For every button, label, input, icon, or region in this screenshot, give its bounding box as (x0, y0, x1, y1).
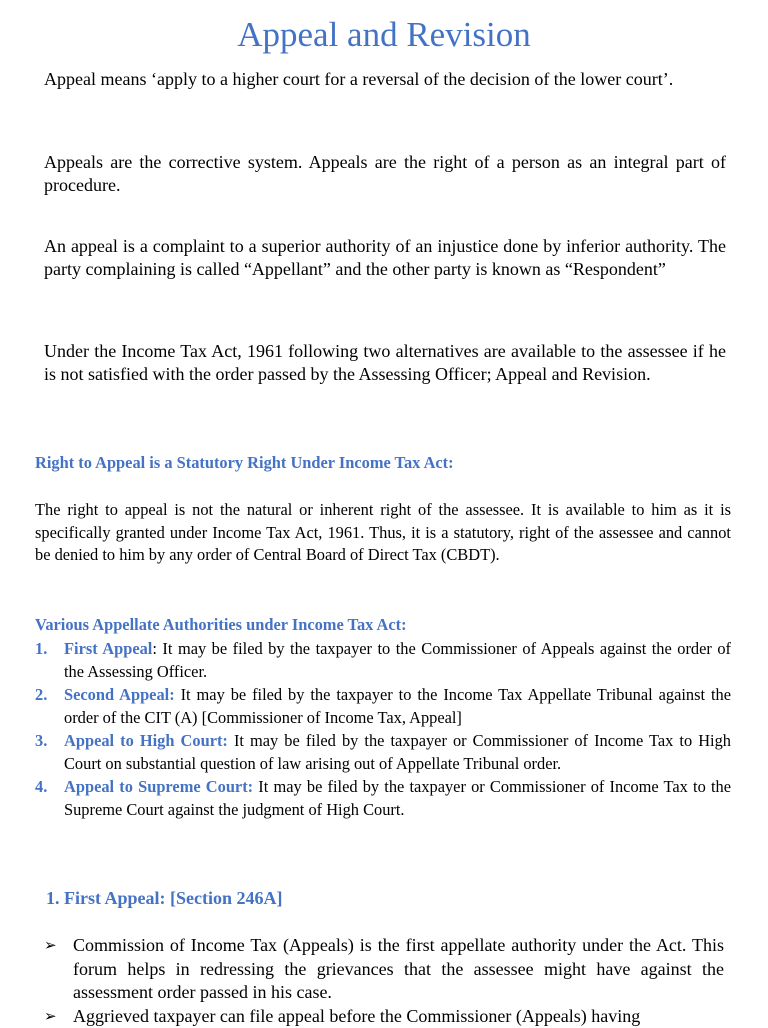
arrow-bullet-icon: ➢ (44, 1005, 57, 1028)
list-item (35, 729, 731, 775)
list-label: First Appeal (64, 639, 152, 658)
list-number: 2. (35, 683, 47, 706)
right-to-appeal-heading: Right to Appeal is a Statutory Right Under Income Tax Act: (35, 452, 454, 474)
list-text: It may be filed by the taxpayer or Commissioner of Income Tax to High Court on substantial question of law arising out of Appellate Tribunal order. (64, 731, 731, 773)
bullet-text: Aggrieved taxpayer can file appeal before the Commissioner (Appeals) having (73, 1006, 640, 1026)
authorities-heading: Various Appellate Authorities under Income Tax Act: (35, 614, 407, 636)
list-number: 4. (35, 775, 47, 798)
intro-paragraph-1: Appeal means ‘apply to a higher court for a reversal of the decision of the lower court’. (44, 68, 726, 91)
page-title: Appeal and Revision (0, 12, 768, 58)
list-separator: : (152, 639, 157, 658)
list-item (35, 775, 731, 821)
intro-paragraph-3: An appeal is a complaint to a superior authority of an injustice done by inferior authority. The party complaining is called “Appellant” and the other party is known as “Respondent” (44, 235, 726, 280)
list-label: Second Appeal: (64, 685, 175, 704)
arrow-bullet-icon: ➢ (44, 934, 57, 958)
list-text: It may be filed by the taxpayer or Commissioner of Income Tax to the Supreme Court against the judgment of High Court. (64, 777, 731, 819)
list-item (35, 637, 731, 683)
bullet-text: Commission of Income Tax (Appeals) is the first appellate authority under the Act. This forum helps in redressing the grievances that the assessee might have against the assessment order passed in his case. (73, 935, 724, 1002)
intro-paragraph-4: Under the Income Tax Act, 1961 following two alternatives are available to the assessee if he is not satisfied with the order passed by the Assessing Officer; Appeal and Revision. (44, 340, 726, 385)
list-text: It may be filed by the taxpayer to the Commissioner of Appeals against the order of the Assessing Officer. (64, 639, 731, 681)
list-item (44, 934, 724, 1005)
first-appeal-section-heading: 1. First Appeal: [Section 246A] (46, 886, 282, 910)
list-number: 1. (35, 637, 47, 660)
bullet-list (44, 934, 724, 1028)
list-item (44, 1005, 724, 1028)
right-to-appeal-text: The right to appeal is not the natural or inherent right of the assessee. It is available to him as it is specifically granted under Income Tax Act, 1961. Thus, it is a statutory, right of the assessee and cannot be denied to him by any order of Central Board of Direct Tax (CBDT). (35, 499, 731, 567)
intro-paragraph-2: Appeals are the corrective system. Appeals are the right of a person as an integral part of procedure. (44, 151, 726, 196)
list-number: 3. (35, 729, 47, 752)
list-text: It may be filed by the taxpayer to the Income Tax Appellate Tribunal against the order of the CIT (A) [Commissioner of Income Tax, Appeal] (64, 685, 731, 727)
list-item (35, 683, 731, 729)
list-label: Appeal to Supreme Court: (64, 777, 253, 796)
authorities-list (35, 637, 731, 821)
list-label: Appeal to High Court: (64, 731, 228, 750)
